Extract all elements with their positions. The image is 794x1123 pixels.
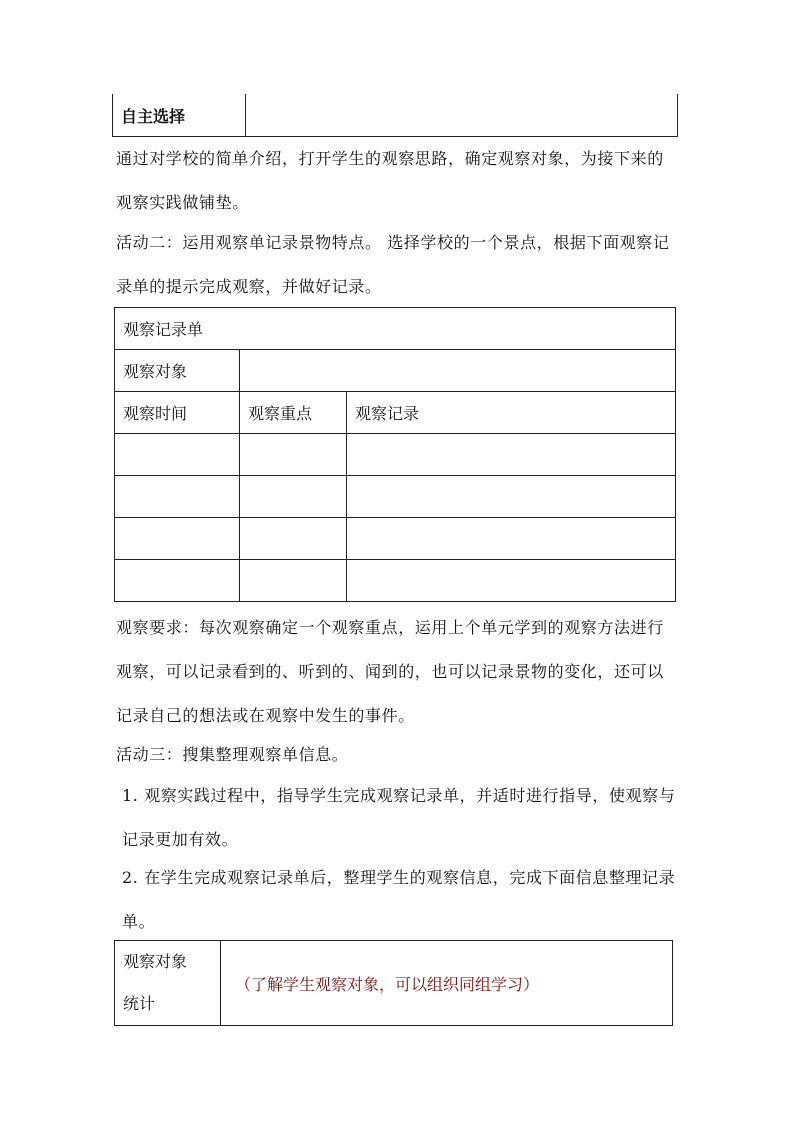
table-row (115, 434, 676, 476)
row-cell (240, 560, 347, 602)
object-label: 观察对象 (115, 350, 240, 392)
record-sheet-title: 观察记录单 (115, 308, 676, 350)
statistics-table (114, 940, 673, 1026)
object-value (240, 350, 676, 392)
row-cell (115, 434, 240, 476)
table-row (115, 476, 676, 518)
statistics-label-line1: 观察对象 (123, 952, 188, 971)
header-focus: 观察重点 (240, 392, 347, 434)
requirement-paragraph: 观察要求：每次观察确定一个观察重点，运用上个单元学到的观察方法进行观察，可以记录看到的、听到的、闻到的，也可以记录景物的变化，还可以记录自己的想法或在观察中发生的事件。 (116, 618, 664, 725)
header-time: 观察时间 (115, 392, 240, 434)
table-row (115, 560, 676, 602)
row-cell (115, 476, 240, 518)
observation-record-table (114, 307, 676, 602)
choice-value (246, 94, 678, 137)
row-cell (240, 518, 347, 560)
row-cell (347, 434, 676, 476)
row-cell (115, 518, 240, 560)
activity-two-paragraph: 活动二：运用观察单记录景物特点。 选择学校的一个景点，根据下面观察记录单的提示完成观察，并做好记录。 (116, 233, 670, 296)
choice-label: 自主选择 (113, 94, 246, 137)
statistics-label-line2: 统计 (123, 994, 156, 1013)
step-two-paragraph: 2. 在学生完成观察记录单后，整理学生的观察信息，完成下面信息整理记录单。 (122, 868, 676, 931)
statistics-label (115, 941, 221, 1026)
row-cell (240, 476, 347, 518)
activity-three-heading: 活动三：搜集整理观察单信息。 (116, 745, 349, 764)
header-record: 观察记录 (347, 392, 676, 434)
intro-paragraph: 通过对学校的简单介绍，打开学生的观察思路，确定观察对象，为接下来的观察实践做铺垫。 (116, 149, 664, 212)
row-cell (347, 518, 676, 560)
step-one-paragraph: 1. 观察实践过程中，指导学生完成观察记录单，并适时进行指导，使观察与记录更加有效。 (122, 786, 676, 849)
choice-table (112, 94, 678, 137)
row-cell (347, 476, 676, 518)
table-row (115, 518, 676, 560)
row-cell (347, 560, 676, 602)
row-cell (115, 560, 240, 602)
statistics-note: （了解学生观察对象，可以组织同组学习） (221, 941, 673, 1026)
row-cell (240, 434, 347, 476)
